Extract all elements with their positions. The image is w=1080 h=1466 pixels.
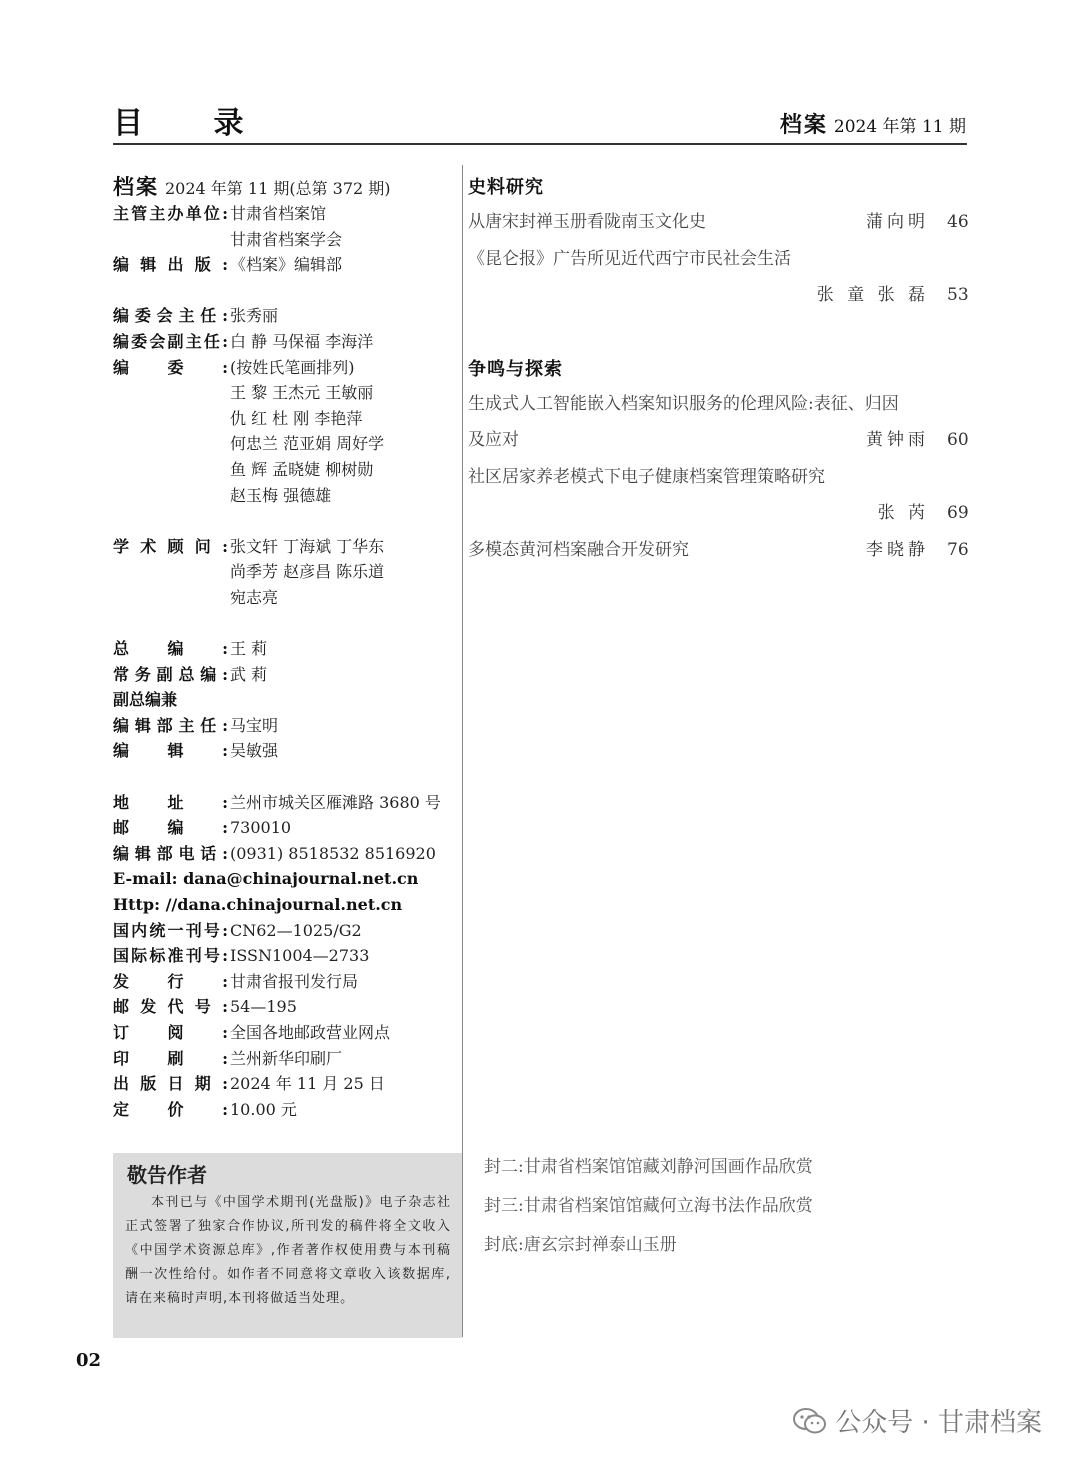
staff-label: 订阅:	[113, 1023, 228, 1042]
staff-value: 尚季芳 赵彦昌 陈乐道	[230, 562, 385, 582]
staff-value: 仇 红 杜 刚 李艳萍	[230, 408, 363, 428]
staff-value: 王 莉	[230, 639, 268, 659]
masthead-title	[113, 173, 453, 201]
staff-value: 兰州新华印刷厂	[230, 1048, 343, 1068]
staff-label: 主管主办单位:	[113, 204, 228, 223]
toc-entry[interactable]	[468, 386, 967, 423]
article-author: 李晓静	[866, 539, 929, 560]
staff-row	[113, 687, 453, 713]
staff-value: 鱼 辉 孟晓婕 柳树勋	[230, 459, 374, 479]
staff-label: 国内统一刊号:	[113, 920, 228, 940]
staff-value: 张秀丽	[230, 306, 279, 326]
staff-row	[113, 994, 453, 1020]
staff-row	[113, 534, 453, 560]
cover-item: 封二:甘肃省档案馆馆藏刘静河国画作品欣赏	[484, 1157, 813, 1177]
header-issue-text: 2024 年第 11 期	[833, 117, 966, 137]
staff-gap	[113, 764, 453, 790]
toc-entry[interactable]	[468, 204, 967, 241]
staff-row	[113, 841, 453, 867]
staff-label	[113, 227, 230, 253]
staff-row	[113, 406, 453, 432]
article-page: 46	[947, 212, 969, 232]
author-notice	[113, 1153, 462, 1338]
staff-label	[113, 380, 230, 406]
article-page: 53	[947, 285, 969, 305]
staff-row	[113, 355, 453, 381]
staff-label: 编委会副主任:	[113, 331, 228, 351]
staff-label: 发行:	[113, 971, 228, 991]
staff-value: 赵玉梅 强德雄	[230, 485, 332, 505]
staff-value: 兰州市城关区雁滩路 3680 号	[230, 792, 441, 812]
staff-label	[113, 483, 230, 509]
staff-value: 马宝明	[230, 715, 279, 735]
staff-value: 吴敏强	[230, 741, 279, 761]
staff-label: Http: //dana.chinajournal.net.cn	[113, 895, 403, 915]
staff-gap	[113, 611, 453, 637]
staff-row	[113, 866, 453, 892]
staff-row	[113, 790, 453, 816]
staff-value: 甘肃省档案学会	[230, 229, 343, 249]
staff-label	[113, 559, 230, 585]
staff-value: 54—195	[230, 997, 297, 1017]
page-title: 目 录	[113, 106, 274, 141]
staff-row	[113, 380, 453, 406]
section-title: 争鸣与探索	[468, 358, 563, 380]
staff-value: 宛志亮	[230, 587, 279, 607]
article-title: 社区居家养老模式下电子健康档案管理策略研究	[468, 466, 825, 487]
toc-entry[interactable]	[468, 277, 967, 314]
staff-label: 邮编:	[113, 818, 228, 838]
staff-value: (0931) 8518532 8516920	[230, 843, 436, 863]
staff-row	[113, 483, 453, 509]
article-author: 蒲向明	[866, 212, 929, 232]
staff-value: 张文轩 丁海斌 丁华东	[230, 536, 385, 556]
staff-row	[113, 636, 453, 662]
staff-label	[113, 457, 230, 483]
staff-label: 印刷:	[113, 1048, 228, 1068]
staff-label: 编辑:	[113, 741, 228, 761]
staff-label: 编辑部电话:	[113, 843, 228, 863]
staff-value: 10.00 元	[230, 1099, 297, 1119]
page-number: 02	[76, 1350, 102, 1371]
staff-row	[113, 969, 453, 995]
staff-label: 地址:	[113, 792, 228, 812]
staff-label: 国际标准刊号:	[113, 946, 228, 966]
staff-value: 730010	[230, 818, 292, 838]
article-page: 60	[947, 430, 969, 450]
section-title: 史料研究	[468, 177, 544, 198]
staff-row	[113, 1097, 453, 1123]
staff-row	[113, 943, 453, 969]
staff-label: 学术顾问:	[113, 536, 228, 556]
watermark-text: 公众号 · 甘肃档案	[835, 1408, 1042, 1438]
staff-row	[113, 303, 453, 329]
article-page: 69	[947, 503, 969, 523]
article-title: 《昆仑报》广告所见近代西宁市民社会生活	[468, 248, 791, 269]
article-page	[947, 241, 967, 278]
staff-value: 甘肃省档案馆	[230, 204, 327, 223]
cover-item: 封底:唐玄宗封禅泰山玉册	[484, 1235, 677, 1255]
staff-row	[113, 1046, 453, 1072]
masthead-journal: 档案	[113, 174, 159, 199]
staff-label	[113, 406, 230, 432]
header-rule	[113, 143, 967, 145]
staff-label	[113, 585, 230, 611]
staff-label: 出版日期:	[113, 1074, 228, 1094]
cover-item: 封三:甘肃省档案馆馆藏何立海书法作品欣赏	[484, 1196, 813, 1216]
toc-entry[interactable]	[468, 532, 967, 569]
staff-label: 邮发代号:	[113, 997, 228, 1017]
article-author: 张 芮	[877, 503, 929, 523]
staff-row	[113, 201, 453, 227]
masthead-issue: 2024 年第 11 期(总第 372 期)	[165, 179, 391, 198]
staff-value: 甘肃省报刊发行局	[230, 971, 359, 991]
staff-value: 武 莉	[230, 664, 268, 684]
toc-entry[interactable]	[468, 422, 967, 459]
staff-row	[113, 1020, 453, 1046]
article-title: 从唐宋封禅玉册看陇南玉文化史	[468, 212, 706, 232]
staff-gap	[113, 508, 453, 534]
article-author: 张 童 张 磊	[816, 285, 929, 305]
notice-title: 敬告作者	[127, 1163, 207, 1187]
staff-label	[113, 431, 230, 457]
staff-value: CN62—1025/G2	[230, 920, 362, 940]
staff-value: 何忠兰 范亚娟 周好学	[230, 434, 385, 454]
cover-list	[484, 1148, 813, 1265]
article-title: 多模态黄河档案融合开发研究	[468, 539, 689, 560]
staff-label: 编委会主任:	[113, 306, 228, 326]
staff-label: 编辑部主任:	[113, 715, 228, 735]
staff-gap	[113, 278, 453, 304]
staff-list	[113, 201, 453, 1122]
header-issue	[780, 108, 966, 139]
staff-value: 《档案》编辑部	[230, 255, 343, 275]
staff-value: (按姓氏笔画排列)	[230, 357, 355, 377]
staff-row	[113, 738, 453, 764]
article-page	[947, 386, 967, 423]
staff-row	[113, 559, 453, 585]
staff-row	[113, 918, 453, 944]
article-page	[947, 459, 967, 496]
staff-label: 编辑出版:	[113, 255, 228, 275]
toc-entry[interactable]	[468, 459, 967, 496]
notice-body: 本刊已与《中国学术期刊(光盘版)》电子杂志社正式签署了独家合作协议,所刊发的稿件将全文收入《中国学术资源总库》,作者著作权使用费与本刊稿酬一次性给付。如作者不同意将文章收入该数据库,请在来稿时声明,本刊将做适当处理。	[125, 1195, 451, 1306]
staff-row	[113, 227, 453, 253]
article-title: 及应对	[468, 430, 519, 450]
staff-row	[113, 329, 453, 355]
staff-value: 全国各地邮政营业网点	[230, 1023, 391, 1042]
staff-label: 定价:	[113, 1099, 228, 1119]
staff-row	[113, 713, 453, 739]
column-divider	[462, 165, 463, 1337]
table-of-contents	[468, 172, 967, 568]
toc-entry[interactable]	[468, 241, 967, 278]
watermark	[793, 1402, 1042, 1439]
staff-row	[113, 585, 453, 611]
article-title: 生成式人工智能嵌入档案知识服务的伦理风险:表征、归因	[468, 393, 899, 414]
article-author: 黄钟雨	[866, 430, 929, 450]
staff-label: 总编:	[113, 639, 228, 659]
staff-row	[113, 815, 453, 841]
staff-value: 2024 年 11 月 25 日	[230, 1074, 385, 1094]
staff-row	[113, 457, 453, 483]
journal-logo: 档案	[779, 112, 828, 138]
staff-value: ISSN1004—2733	[230, 946, 370, 966]
wechat-icon	[793, 1407, 827, 1435]
masthead-column	[113, 173, 453, 1122]
staff-label: E-mail: dana@chinajournal.net.cn	[113, 869, 419, 889]
staff-value: 白 静 马保福 李海洋	[230, 331, 374, 351]
toc-entry[interactable]	[468, 495, 967, 532]
article-page: 76	[947, 539, 969, 560]
staff-row	[113, 431, 453, 457]
staff-row	[113, 1071, 453, 1097]
staff-label: 常务副总编:	[113, 664, 228, 684]
staff-value: 王 黎 王杰元 王敏丽	[230, 383, 374, 403]
staff-label: 副总编兼	[113, 690, 178, 710]
staff-row	[113, 252, 453, 278]
staff-row	[113, 892, 453, 918]
staff-row	[113, 662, 453, 688]
staff-label: 编委:	[113, 357, 228, 377]
